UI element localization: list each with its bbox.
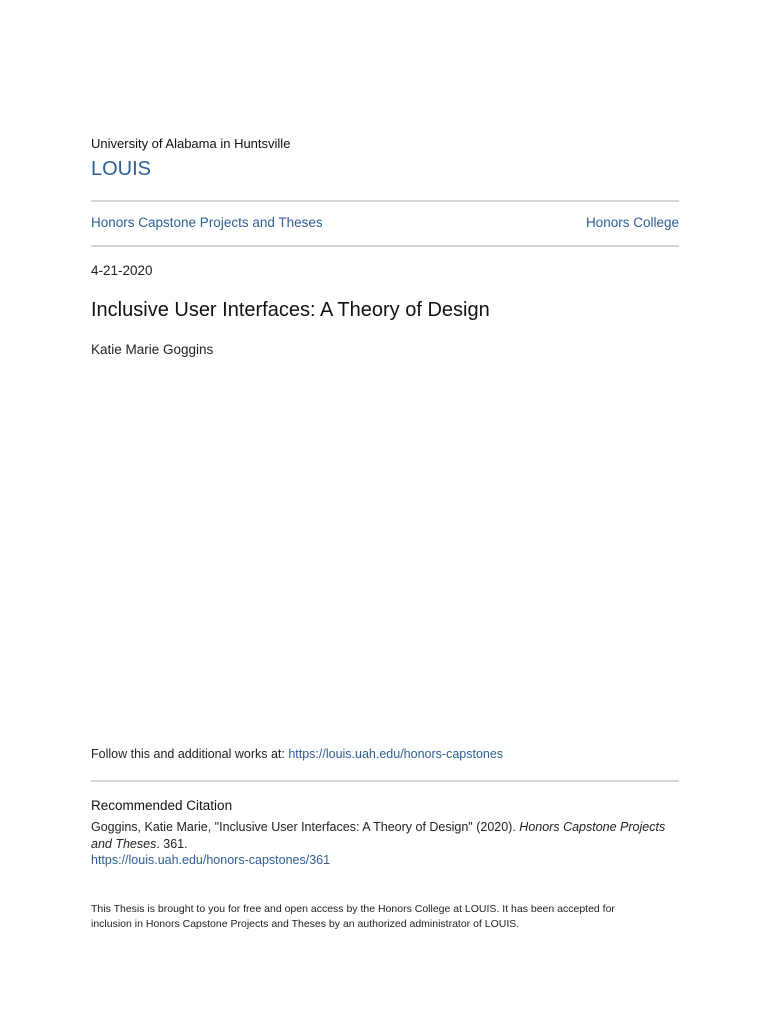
notice-line-1: This Thesis is brought to you for free and open access by the Honors College at LOUIS. It has been accepted for xyxy=(91,903,615,915)
follow-link[interactable]: https://louis.uah.edu/honors-capstones xyxy=(288,747,504,761)
repository-link[interactable]: LOUIS xyxy=(91,158,152,180)
citation-text: Goggins, Katie Marie, "Inclusive User Interfaces: A Theory of Design" (2020). xyxy=(91,820,520,834)
series-link[interactable]: Honors Capstone Projects and Theses xyxy=(91,215,323,230)
citation-series: Honors Capstone Projects and Theses xyxy=(91,820,666,851)
document-title: Inclusive User Interfaces: A Theory of Design xyxy=(91,299,490,321)
recommended-citation xyxy=(91,819,679,869)
citation-link[interactable]: https://louis.uah.edu/honors-capstones/361 xyxy=(91,853,331,867)
collection-nav xyxy=(91,215,679,230)
citation-divider xyxy=(91,780,679,782)
institution-name: University of Alabama in Huntsville xyxy=(91,136,291,151)
notice-line-2: inclusion in Honors Capstone Projects and Theses by an authorized administrator of LOUIS. xyxy=(91,918,520,930)
nav-divider xyxy=(91,245,679,247)
document-author: Katie Marie Goggins xyxy=(91,342,214,357)
access-notice xyxy=(91,902,679,932)
top-divider xyxy=(91,200,679,202)
cover-page xyxy=(91,0,679,1024)
citation-number: . 361. xyxy=(156,836,188,851)
citation-heading: Recommended Citation xyxy=(91,798,233,813)
publication-date: 4-21-2020 xyxy=(91,263,153,278)
follow-line xyxy=(91,747,503,761)
college-link[interactable]: Honors College xyxy=(585,215,679,230)
follow-label: Follow this and additional works at: xyxy=(91,747,289,761)
